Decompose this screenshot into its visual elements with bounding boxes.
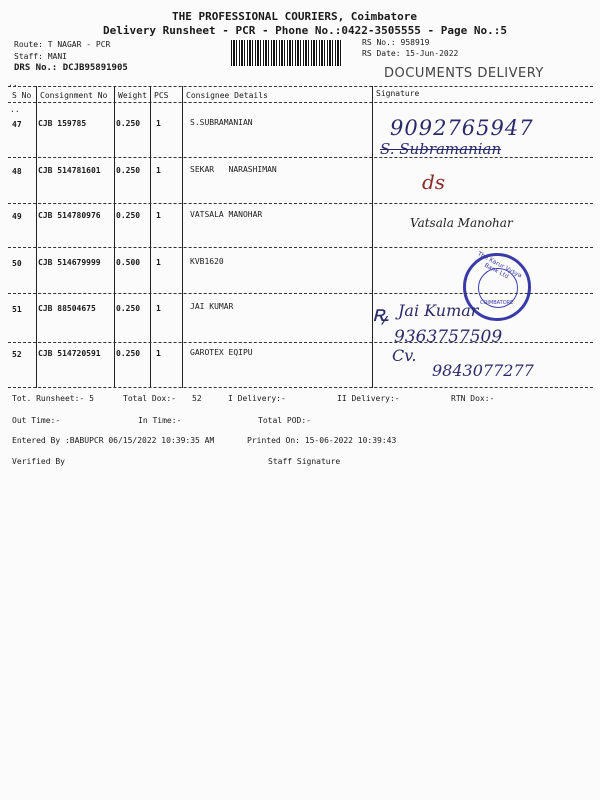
row-divider [8, 157, 593, 158]
runsheet-subtitle: Delivery Runsheet - PCR - Phone No.:0422-3505555 - Page No.:5 [103, 24, 507, 37]
row-pcs: 1 [156, 211, 161, 220]
handwritten-signature: ds [422, 170, 446, 194]
handwritten-signature: Cv. [392, 346, 417, 365]
row-consignee: JAI KUMAR [190, 302, 234, 311]
out-time: Out Time:- [12, 416, 61, 425]
row-consignment: CJB 514679999 [38, 258, 101, 267]
rs-number: RS No.: 958919 [362, 38, 430, 47]
col-consignment: Consignment No [40, 91, 108, 100]
row-consignment: CJB 88504675 [38, 304, 96, 313]
handwritten-signature: S. Subramanian [380, 140, 502, 158]
row-sno: 50 [12, 259, 22, 268]
drs-number: DRS No.: DCJB95891905 [14, 63, 128, 73]
col-pcs: PCS [154, 91, 169, 100]
row-weight: 0.250 [116, 119, 141, 128]
row-pcs: 1 [156, 349, 161, 358]
route-label: Route: T NAGAR - PCR [14, 40, 111, 49]
ii-delivery: II Delivery:- [337, 394, 400, 403]
verified-by: Verified By [12, 457, 65, 466]
row-consignment: CJB 514781601 [38, 166, 101, 175]
handwritten-phone: 9363757509 [394, 327, 503, 347]
row-divider [8, 203, 593, 204]
row-weight: 0.250 [116, 349, 141, 358]
total-dox-value: 52 [192, 394, 202, 403]
col-signature: Signature [376, 89, 420, 98]
header-bottom-divider [8, 102, 593, 103]
row-sno: 51 [12, 305, 22, 314]
row-consignment: CJB 159785 [38, 119, 87, 128]
table-bottom-divider [8, 387, 593, 388]
col-weight: Weight [118, 91, 147, 100]
col-sno: S No [12, 91, 32, 100]
row-consignee: GAROTEX EQIPU [190, 348, 253, 357]
rtn-dox: RTN Dox:- [451, 394, 495, 403]
row-divider [8, 342, 593, 343]
total-pod: Total POD:- [258, 416, 311, 425]
row-pcs: 1 [156, 304, 161, 313]
handwritten-signature: Jai Kumar [398, 301, 479, 320]
row-pcs: 1 [156, 258, 161, 267]
barcode-image [231, 40, 343, 66]
entered-by: Entered By :BABUPCR 06/15/2022 10:39:35 AM [12, 436, 215, 445]
row-weight: 0.500 [116, 258, 141, 267]
row-consignment: CJB 514780976 [38, 211, 101, 220]
row-weight: 0.250 [116, 211, 141, 220]
dots-mark: .. [10, 105, 20, 114]
row-consignment: CJB 514720591 [38, 349, 101, 358]
row-weight: 0.250 [116, 166, 141, 175]
in-time: In Time:- [138, 416, 182, 425]
row-sno: 48 [12, 167, 22, 176]
handwritten-signature: Vatsala Manohar [410, 216, 513, 230]
row-pcs: 1 [156, 119, 161, 128]
row-weight: 0.250 [116, 304, 141, 313]
row-consignee: VATSALA MANOHAR [190, 210, 263, 219]
company-title: THE PROFESSIONAL COURIERS, Coimbatore [172, 10, 418, 23]
row-divider [8, 247, 593, 248]
total-dox-label: Total Dox:- [123, 394, 176, 403]
i-delivery: I Delivery:- [228, 394, 286, 403]
row-consignee: SEKAR NARASHIMAN [190, 165, 277, 174]
tot-runsheet: Tot. Runsheet:- 5 [12, 394, 94, 403]
dots-mark: .. [8, 79, 18, 88]
rs-date: RS Date: 15-Jun-2022 [362, 49, 459, 58]
handwritten-phone: 9092765947 [390, 116, 534, 140]
bank-seal-outer-text: The Karur Vysya Bank Ltd [476, 250, 523, 281]
row-sno: 47 [12, 120, 22, 129]
row-pcs: 1 [156, 166, 161, 175]
row-sno: 52 [12, 350, 22, 359]
row-consignee: S.SUBRAMANIAN [190, 118, 253, 127]
row-consignee: KVB1620 [190, 257, 224, 266]
col-consignee: Consignee Details [186, 91, 268, 100]
row-sno: 49 [12, 212, 22, 221]
staff-label: Staff: MANI [14, 52, 67, 61]
documents-delivery-stamp: DOCUMENTS DELIVERY [384, 66, 544, 81]
staff-signature: Staff Signature [268, 457, 341, 466]
header-top-divider [8, 86, 593, 87]
signature-scribble-icon: ꝶ [372, 302, 389, 327]
bank-seal-inner-text: COIMBATORE [480, 300, 514, 306]
row-divider [8, 293, 593, 294]
handwritten-phone: 9843077277 [432, 361, 534, 380]
printed-on: Printed On: 15-06-2022 10:39:43 [247, 436, 397, 445]
